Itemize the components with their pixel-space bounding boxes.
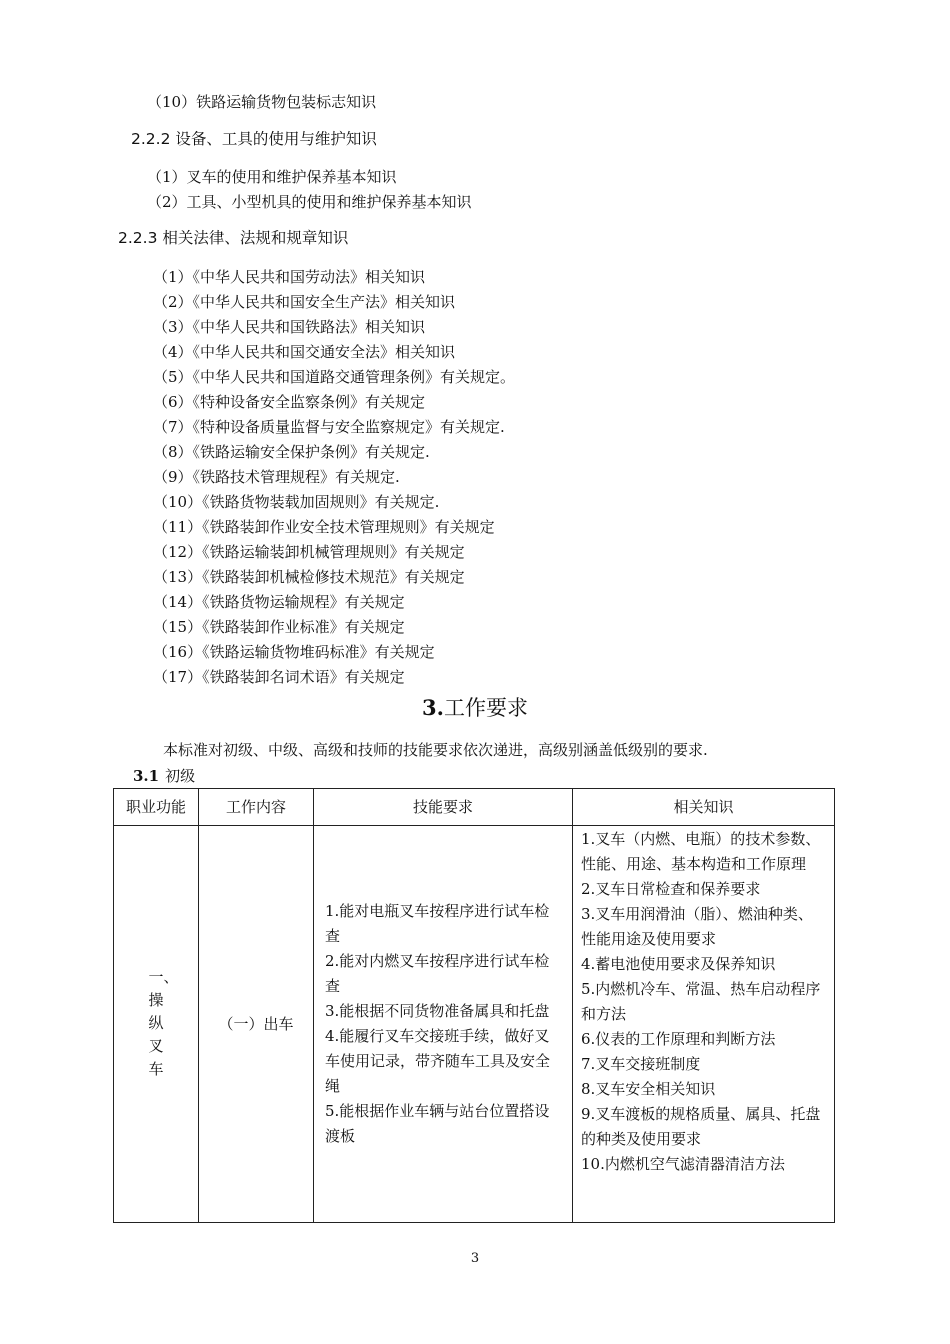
cell-function [114,826,199,1223]
knowledge-item: 9.叉车渡板的规格质量、属具、托盘的种类及使用要求 [581,1105,821,1148]
skill-item: 5.能根据作业车辆与站台位置搭设渡板 [325,1102,550,1145]
section-number: 3. [422,695,444,720]
knowledge-item: 1.叉车（内燃、电瓶）的技术参数、性能、用途、基本构造和工作原理 [581,830,821,873]
table-header-row [114,789,835,826]
knowledge-item: 3.叉车用润滑油（脂）、燃油种类、性能用途及使用要求 [581,905,813,948]
header-skills: 技能要求 [314,789,573,826]
list-item: （6）《特种设备安全监察条例》有关规定 [153,393,426,411]
list-item: （2）工具、小型机具的使用和维护保养基本知识 [147,193,472,211]
knowledge-item: 7.叉车交接班制度 [581,1055,701,1073]
list-item: （10）铁路运输货物包装标志知识 [147,93,377,111]
subsection-number: 3.1 [133,767,160,785]
list-item: （2）《中华人民共和国安全生产法》相关知识 [153,293,456,311]
section-heading-2-2-3: 2.2.3 相关法律、法规和规章知识 [118,229,349,247]
section-heading-2-2-2: 2.2.2 设备、工具的使用与维护知识 [131,130,377,148]
list-item: （13）《铁路装卸机械检修技术规范》有关规定 [153,568,465,586]
list-item: （11）《铁路装卸作业安全技术管理规则》有关规定 [153,518,495,536]
skill-item: 2.能对内燃叉车按程序进行试车检查 [325,952,550,995]
cell-skills [314,826,573,1223]
section-title-3 [0,694,950,722]
list-item: （15）《铁路装卸作业标准》有关规定 [153,618,405,636]
list-item: （17）《铁路装卸名词术语》有关规定 [153,668,405,686]
cell-content: （一）出车 [199,826,314,1223]
function-label: 一、操纵叉车 [148,968,179,1078]
list-item: （4）《中华人民共和国交通安全法》相关知识 [153,343,456,361]
knowledge-item: 4.蓄电池使用要求及保养知识 [581,955,776,973]
list-item: （14）《铁路货物运输规程》有关规定 [153,593,405,611]
header-content: 工作内容 [199,789,314,826]
skill-item: 1.能对电瓶叉车按程序进行试车检查 [325,902,550,945]
skill-item: 3.能根据不同货物准备属具和托盘 [325,1002,550,1020]
list-item: （5）《中华人民共和国道路交通管理条例》有关规定。 [153,368,516,386]
subsection-heading-3-1 [133,766,195,786]
header-knowledge: 相关知识 [573,789,835,826]
knowledge-item: 5.内燃机冷车、常温、热车启动程序和方法 [581,980,821,1023]
knowledge-item: 8.叉车安全相关知识 [581,1080,716,1098]
requirements-table [113,788,835,1223]
knowledge-item: 10.内燃机空气滤清器清洁方法 [581,1155,785,1173]
intro-paragraph: 本标准对初级、中级、高级和技师的技能要求依次递进，高级别涵盖低级别的要求. [163,741,708,759]
list-item: （7）《特种设备质量监督与安全监察规定》有关规定. [153,418,505,436]
list-item: （16）《铁路运输货物堆码标准》有关规定 [153,643,435,661]
skill-item: 4.能履行叉车交接班手续，做好叉车使用记录，带齐随车工具及安全绳 [325,1027,551,1095]
list-item: （1）叉车的使用和维护保养基本知识 [147,168,397,186]
list-item: （8）《铁路运输安全保护条例》有关规定. [153,443,430,461]
list-item: （1）《中华人民共和国劳动法》相关知识 [153,268,426,286]
section-title-text: 工作要求 [443,696,528,720]
cell-knowledge [573,826,835,1223]
header-function: 职业功能 [114,789,199,826]
knowledge-item: 2.叉车日常检查和保养要求 [581,880,761,898]
list-item: （9）《铁路技术管理规程》有关规定. [153,468,400,486]
list-item: （10）《铁路货物装载加固规则》有关规定. [153,493,440,511]
list-item: （12）《铁路运输装卸机械管理规则》有关规定 [153,543,465,561]
table-row [114,826,835,1223]
list-item: （3）《中华人民共和国铁路法》相关知识 [153,318,426,336]
knowledge-item: 6.仪表的工作原理和判断方法 [581,1030,776,1048]
page-number: 3 [470,1251,480,1266]
subsection-title: 初级 [165,767,196,785]
